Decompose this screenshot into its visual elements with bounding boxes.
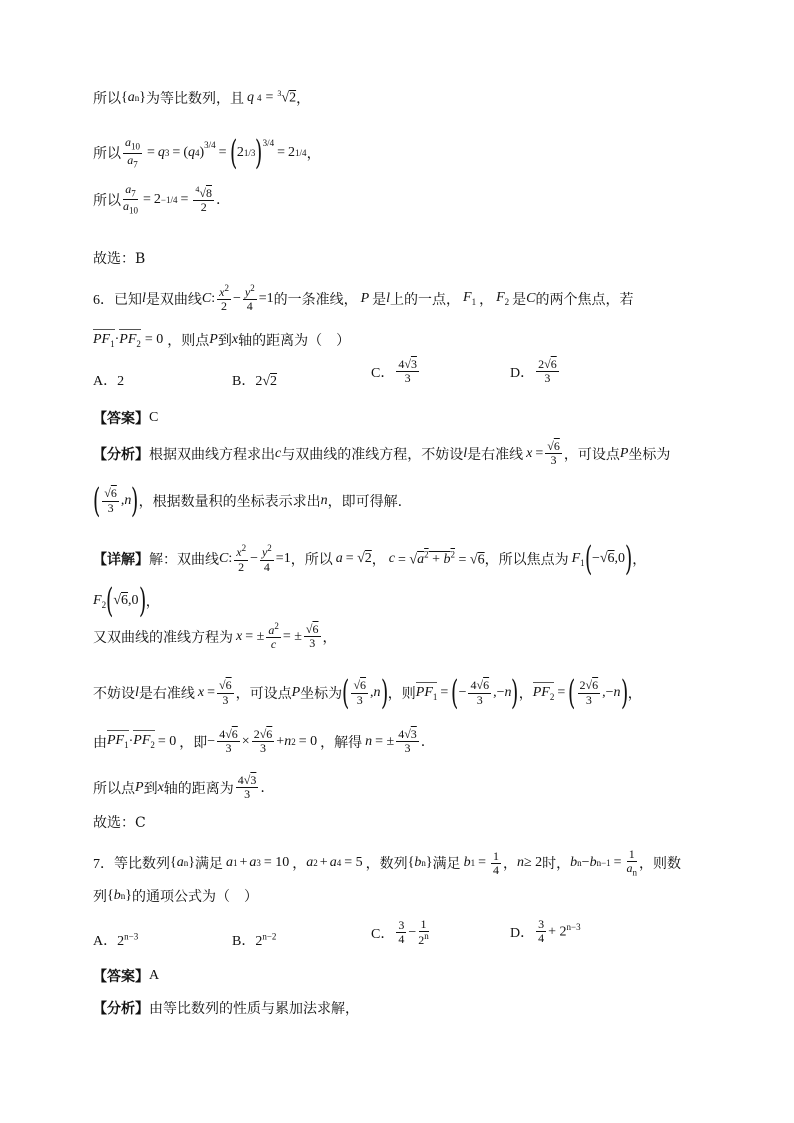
q6-option-c[interactable]: C． $\frac{4√3}{3}$ xyxy=(371,357,417,386)
q7-option-a[interactable]: A．$2^{n-3}$ xyxy=(93,931,139,949)
question-6-line-1: 6． 已知 l 是双曲线 C : $\frac{x^2}{2}$ − $\frac{y^2}{4}$ =1 的一条准线， P 是 l 上的一点， $F_1$ ， $F_2$ 是 C 的两个焦点，若 xyxy=(93,283,634,314)
q7-answer: 【答案】 A xyxy=(93,968,160,985)
q6-option-a[interactable]: A．2 xyxy=(93,374,125,389)
q6-option-b[interactable]: B．2√2 xyxy=(232,374,278,389)
q7-option-d[interactable]: D． $\frac{3}{4}$ + $2^{n-3}$ xyxy=(510,917,581,946)
q7-option-b[interactable]: B．$2^{n-2}$ xyxy=(232,931,277,949)
q6-detail-line-2: $F_2$ ( √6,0 ) ， xyxy=(93,581,160,621)
answer-tag: 【答案】 xyxy=(93,411,149,427)
q6-answer: 【答案】 C xyxy=(93,410,159,427)
line-ratio-a10-a7: 所以 $\frac{a_{10}}{a_7}$ = q 3 = ( q 4 ) $^{3/4}$ = ( 2 1/3 ) $^{3/4}$ = 2 1/4 ， xyxy=(93,133,321,173)
line-choose-b: 故选：B xyxy=(93,251,146,267)
q6-detail-line-6: 所以点 P 到 x 轴的距离为 $\frac{4√3}{3}$ . xyxy=(93,773,265,802)
question-6-line-2: $PF_1$ · $PF_2$ = 0 ，则点 P 到 x 轴的距离为（ ） xyxy=(93,331,351,349)
q6-analysis-line-2: ( $\frac{√6}{3}$ , n ) ，根据数量积的坐标表示求出 n ，即可得解. xyxy=(92,481,403,521)
q7-option-c[interactable]: C． $\frac{3}{4}$ − $\frac{1}{2^n}$ xyxy=(371,917,429,948)
question-7-line-1: 7． 等比数列 { a n } 满足 a 1 + a 3 = 10 ， a 2 + a 4 = 5 ，数列 { b n } 满足 b 1 = $\frac{1}{4}$ ， n ≥ 2 时， b n − b n−1 = $\frac{1}{a_n}$ ，则数 xyxy=(93,847,682,878)
q6-detail-line-7: 故选：C xyxy=(93,815,146,831)
q6-detail-line-3: 又双曲线的准线方程为 x = ± $\frac{a^2}{c}$ = ± $\frac{√6}{3}$ ， xyxy=(93,621,337,652)
question-7-line-2: 列 { b n } 的通项公式为（ ） xyxy=(93,888,258,905)
line-qn-geometric: 所以 { a n } 为等比数列，且 q 4 = $^3$√2 ， xyxy=(93,89,311,107)
q6-option-d[interactable]: D． $\frac{2√6}{3}$ xyxy=(510,357,557,386)
q7-analysis: 【分析】 由等比数列的性质与累加法求解， xyxy=(93,1001,359,1017)
line-ratio-a7-a10: 所以 $\frac{a_7}{a_{10}}$ = 2 −1/4 = $\frac{^4√8}{2}$ . xyxy=(93,182,221,216)
q6-detail-line-5: 由 $PF_1$ · $PF_2$ = 0 ，即 − $\frac{4√6}{3}$ × $\frac{2√6}{3}$ + n 2 = 0 ，解得 n = ± $\frac{4√3}{3}$ . xyxy=(93,727,426,756)
q6-detail-line-1: 【详解】 解：双曲线 C : $\frac{x^2}{2}$ − $\frac{y^2}{4}$ =1 ，所以 a = √2 ， c = $√a^2 + b^2 = √6$ ，所以焦点为 $F_1$ ( −√6,0 ) ， xyxy=(93,539,647,579)
q6-analysis-line-1: 【分析】 根据双曲线方程求出 c 与双曲线的准线方程，不妨设 l 是右准线 x = $\frac{√6}{3}$ ，可设点 P 坐标为 xyxy=(93,439,671,468)
q6-detail-line-4: 不妨设 l 是右准线 x = $\frac{√6}{3}$ ，可设点 P 坐标为 ( $\frac{√6}{3}$ , n ) ，则 $PF_1$ = ( − $\frac{4√6}{3}$ ,− n ) ， $PF_2$ = ( $\frac{2√6}{3}$ ,− n ) ， xyxy=(93,673,642,713)
